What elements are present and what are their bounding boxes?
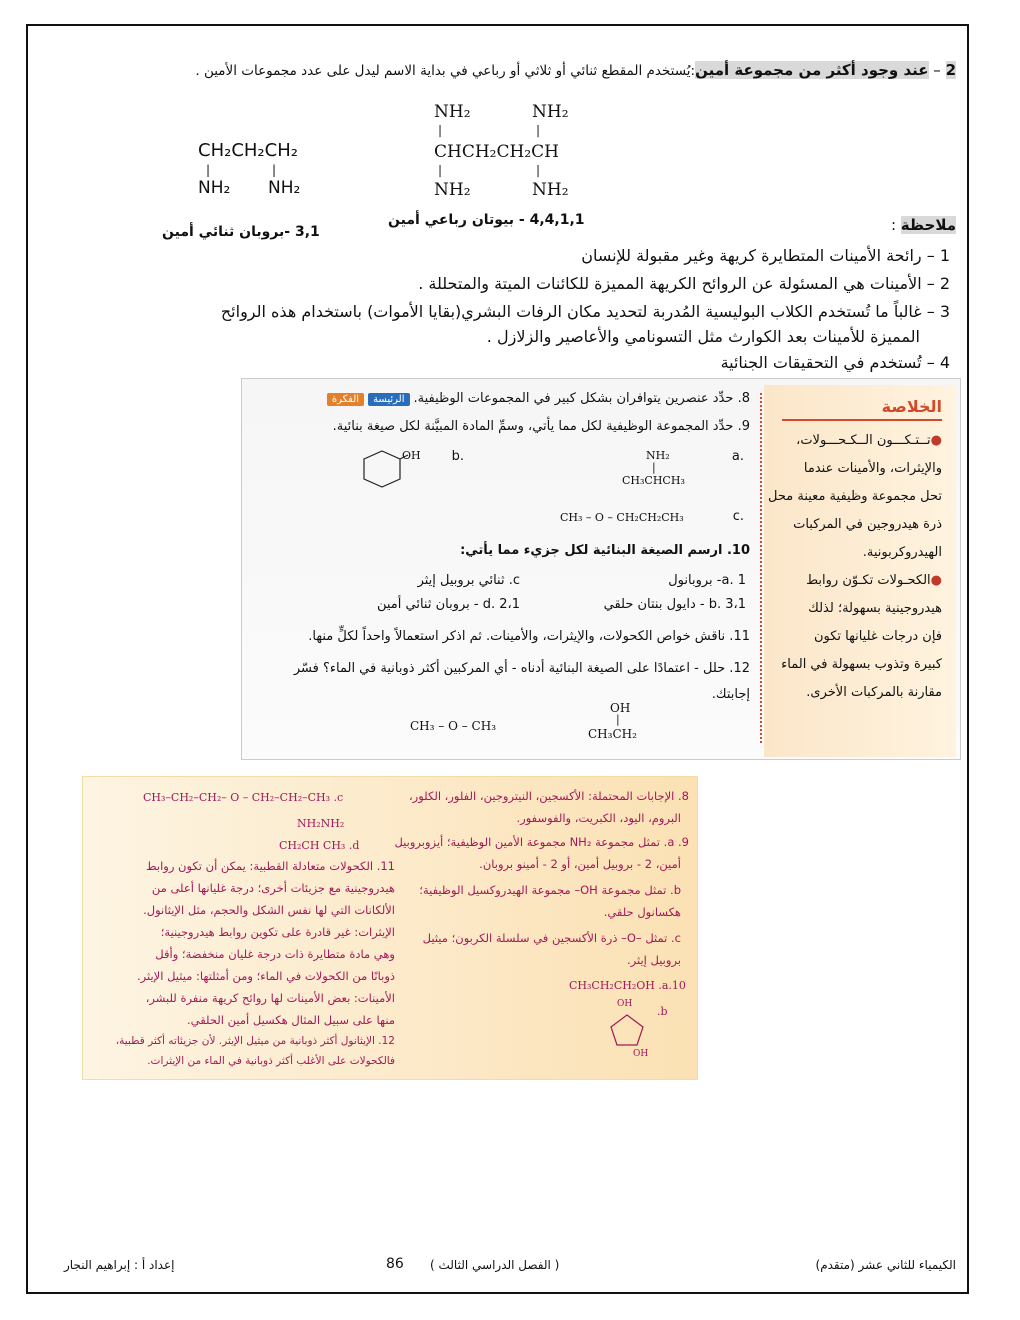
bullet-icon: ● — [930, 573, 942, 588]
summary-line: كبيرة وتذوب بسهولة في الماء — [781, 657, 942, 672]
summary-line: الهيدروكربونية. — [862, 545, 942, 560]
note-label: ملاحظة : — [890, 216, 956, 234]
q9a-label: .a — [731, 449, 744, 464]
note-item-3: 3 – غالباً ما تُستخدم الكلاب البوليسية المُدربة لتحديد مكان الرفات البشري(بقايا الأموات) باستخدام هذه الروائح — [220, 302, 950, 321]
q9a-nh2: NH₂ — [646, 449, 670, 462]
answer-11-line: الإيثرات: غير قادرة على تكوين روابط هيدروجينية؛ — [160, 925, 395, 939]
q10b: b. 3،1 - دايول بنتان حلقي — [603, 597, 746, 612]
butane-bot-nh2-b: NH₂ — [532, 180, 569, 200]
answer-12: 12. الإيثانول أكثر ذوبانية من ميثيل الإيثر. لأن جزيئاته أكثر قطبية، — [115, 1035, 395, 1047]
answers-box — [82, 776, 698, 1080]
butane-chain: CHCH₂CH₂CH — [434, 142, 559, 162]
page-number: 86 — [386, 1256, 404, 1272]
idea-tag: الفكرة — [327, 393, 364, 406]
summary-line: والإيثرات، والأمينات عندما — [803, 461, 942, 476]
structure-propane-diamine: CH₂CH₂CH₂ | | NH₂ NH₂ — [198, 140, 301, 198]
answer-8: 8. الإجابات المحتملة: الأكسجين، النيتروجين، الفلور، الكلور، — [408, 789, 689, 803]
q9c-label: .c — [732, 509, 744, 524]
answer-9c: c. تمثل –O– ذرة الأكسجين في سلسلة الكربون؛ ميثيل — [422, 931, 681, 945]
summary-line: فإن درجات غليانها تكون — [813, 629, 942, 644]
question-10: 10. ارسم الصيغة البنائية لكل جزيء مما يأتي: — [460, 543, 750, 558]
answer-11-line: الأمينات: بعض الأمينات لها روائح كريهة منفرة للبشر، — [145, 991, 395, 1005]
cyclopentanediol-ring — [605, 1011, 649, 1051]
summary-line: تحل مجموعة وظيفية معينة محل — [768, 489, 942, 504]
question-9: 9. حدِّد المجموعة الوظيفية لكل مما يأتي، وسمِّ المادة المبيَّنة لكل صيغة بنائية. — [332, 419, 750, 434]
answer-11-line: ذوبانًا من الكحولات في الماء؛ ومن أمثلتها: ميثيل الإيثر. — [137, 969, 395, 983]
answer-11-line: منها على سبيل المثال هكسيل أمين الحلقي. — [186, 1013, 395, 1027]
summary-line: هيدروجينية بسهولة؛ لذلك — [808, 601, 942, 616]
section-heading — [195, 61, 956, 79]
heading-bold: عند وجود أكثر من مجموعة أمين — [695, 61, 929, 79]
footer-course: الكيمياء للثاني عشر (متقدم) — [815, 1258, 956, 1272]
butane-bot-nh2-a: NH₂ — [434, 180, 471, 200]
answer-11-line: الألكانات التي لها نفس الشكل والحجم، مثل الإيثانول. — [143, 903, 395, 917]
answer-11-line: هيدروجينية مع جزيئات أخرى؛ درجة غليانها أعلى من — [151, 881, 395, 895]
answer-10b-oh2: OH — [633, 1049, 649, 1059]
structure-butane-tetraamine: NH₂ NH₂ | | CHCH₂CH₂CH | | NH₂ NH₂ — [434, 102, 569, 200]
answer-9a-cont: أمين، 2 - بروبيل أمين، أو 2 - أمينو بروبان. — [479, 857, 681, 871]
answer-9c-cont: بروبيل إيثر. — [626, 953, 681, 967]
answer-12-cont: فالكحولات على الأغلب أكثر ذوبانية في الماء من الإيثرات. — [147, 1055, 395, 1067]
q10c: c. ثنائي بروبيل إيثر — [417, 573, 520, 588]
question-12: 12. حلل - اعتمادًا على الصيغة البنائية أدناه - أي المركبين أكثر ذوبانية في الماء؟ فسّر — [293, 661, 750, 676]
answer-9a: a .9. تمثل مجموعة NH₂ مجموعة الأمين الوظيفية؛ أيزوبروبيل — [394, 835, 689, 849]
q10a: a. 1- بروبانول — [668, 573, 746, 588]
answer-10d: CH₂CH CH₃ .d — [279, 839, 360, 852]
butane-tetraamine-name: 4,4,1,1 - بيوتان رباعي أمين — [388, 212, 585, 228]
propane-chain: CH₂CH₂CH₂ — [198, 140, 298, 161]
answer-10b-oh1: OH — [617, 999, 633, 1009]
q9b-label: .b — [451, 449, 464, 464]
q12-ethanol: CH₃CH₂ — [588, 727, 637, 741]
textbook-excerpt: الخلاصة ●تــتـكـــون الــكـحـــولات، والإيثرات، والأمينات عندما تحل مجموعة وظيفية معينة محل ذرة هيدروجين في المركبات الهيدروكربونية. ●الكحـولات تكـوّن روابط هيدروجينية بسهولة؛ لذلك فإن درجات غليانها تكون كبيرة وتذوب بسهولة في الماء مقارنة بالمركبات الأخرى. 8. حدِّد عنصرين يتوافران بشكل كبير في المجموعات الوظيفية.الرئيسةالفكرة 9. حدِّد المجموعة الوظيفية لكل مما يأتي، وسمِّ المادة المبيَّنة لكل صيغة بنائية. .a NH₂ | CH₃CHCH₃ .b OH .c CH₃ – O – CH₂CH₂CH₃ 10. ارسم الصيغة البنائية لكل جزيء مما يأتي: a. 1- بروبانول c. ثنائي بروبيل إيثر b. 3،1 - دايول بنتان حلقي d. 2،1 - بروبان ثنائي أمين 11. ناقش خواص الكحولات، والإيثرات، والأمينات. ثم اذكر استعمالاً واحداً لكلٍّ منها. 12. حلل - اعتمادًا على الصيغة البنائية أدناه - أي المركبين أكثر ذوبانية في الماء؟ فسّر إجابتك. CH₃ – O – CH₃ OH | CH₃CH₂ — [241, 378, 961, 760]
summary-line: ذرة هيدروجين في المركبات — [793, 517, 942, 532]
answer-9b-cont: هكسانول حلقي. — [603, 905, 681, 919]
question-12-cont: إجابتك. — [711, 687, 750, 702]
q12-oh: OH — [610, 701, 631, 715]
answer-9b: b. تمثل مجموعة OH– مجموعة الهيدروكسيل الوظيفية؛ — [419, 883, 681, 897]
question-11: 11. ناقش خواص الكحولات، والإيثرات، والأمينات. ثم اذكر استعمالاً واحداً لكلٍّ منها. — [308, 629, 750, 644]
answer-10a: CH₃CH₂CH₂OH .a.10 — [569, 979, 686, 992]
dotted-divider — [760, 393, 762, 743]
answer-8-cont: البروم، اليود، الكبريت، والفوسفور. — [516, 811, 681, 825]
question-8: 8. حدِّد عنصرين يتوافران بشكل كبير في المجموعات الوظيفية.الرئيسةالفكرة — [327, 391, 750, 406]
answer-11-line: وهي مادة متطايرة ذات درجة غليان منخفضة؛ وأقل — [155, 947, 395, 961]
q9a-formula: CH₃CHCH₃ — [622, 474, 685, 487]
butane-top-nh2-b: NH₂ — [532, 102, 569, 122]
q9b-oh: OH — [402, 449, 421, 462]
note-item-1: 1 – رائحة الأمينات المتطايرة كريهة وغير مقبولة للإنسان — [581, 246, 950, 265]
summary-panel — [764, 385, 956, 757]
answer-10d-nh2: NH₂NH₂ — [297, 817, 345, 830]
heading-number: 2 — [945, 61, 956, 79]
butane-top-nh2-a: NH₂ — [434, 102, 471, 122]
heading-rest: :يُستخدم المقطع ثنائي أو ثلاثي أو رباعي في بداية الاسم ليدل على عدد مجموعات الأمين . — [195, 63, 696, 79]
heading-dash: – — [928, 61, 946, 79]
summary-title: الخلاصة — [881, 397, 942, 416]
propane-nh2-a: NH₂ — [198, 178, 231, 198]
summary-line: تــتـكـــون الــكـحـــولات، — [796, 433, 931, 448]
summary-line: الكحـولات تكـوّن روابط — [806, 573, 931, 588]
propane-nh2-b: NH₂ — [268, 178, 301, 198]
answer-10b-label: .b — [657, 1005, 668, 1018]
note-label-text: ملاحظة — [900, 216, 956, 234]
note-item-4: 4 – تُستخدم في التحقيقات الجنائية — [720, 353, 950, 372]
propane-diamine-name: 3,1 -بروبان ثنائي أمين — [162, 224, 320, 240]
footer-author: إعداد أ : إبراهيم النجار — [64, 1258, 175, 1272]
q12-ether: CH₃ – O – CH₃ — [410, 719, 497, 733]
note-item-2: 2 – الأمينات هي المسئولة عن الروائح الكريهة المميزة للكائنات الميتة والمتحللة . — [418, 274, 950, 293]
answer-10c: CH₃–CH₂–CH₂– O – CH₂–CH₂–CH₃ .c — [143, 791, 344, 804]
bullet-icon: ● — [930, 433, 942, 448]
q9c-formula: CH₃ – O – CH₂CH₂CH₃ — [560, 511, 684, 524]
answer-11: 11. الكحولات متعادلة القطبية: يمكن أن تكون روابط — [145, 859, 395, 873]
main-tag: الرئيسة — [368, 393, 409, 406]
q10d: d. 2،1 - بروبان ثنائي أمين — [376, 597, 520, 612]
footer-term: ( الفصل الدراسي الثالث ) — [430, 1258, 560, 1272]
note-item-3-cont: المميزة للأمينات بعد الكوارث مثل التسونامي والأعاصير والزلازل . — [486, 327, 920, 346]
summary-line: مقارنة بالمركبات الأخرى. — [806, 685, 942, 700]
